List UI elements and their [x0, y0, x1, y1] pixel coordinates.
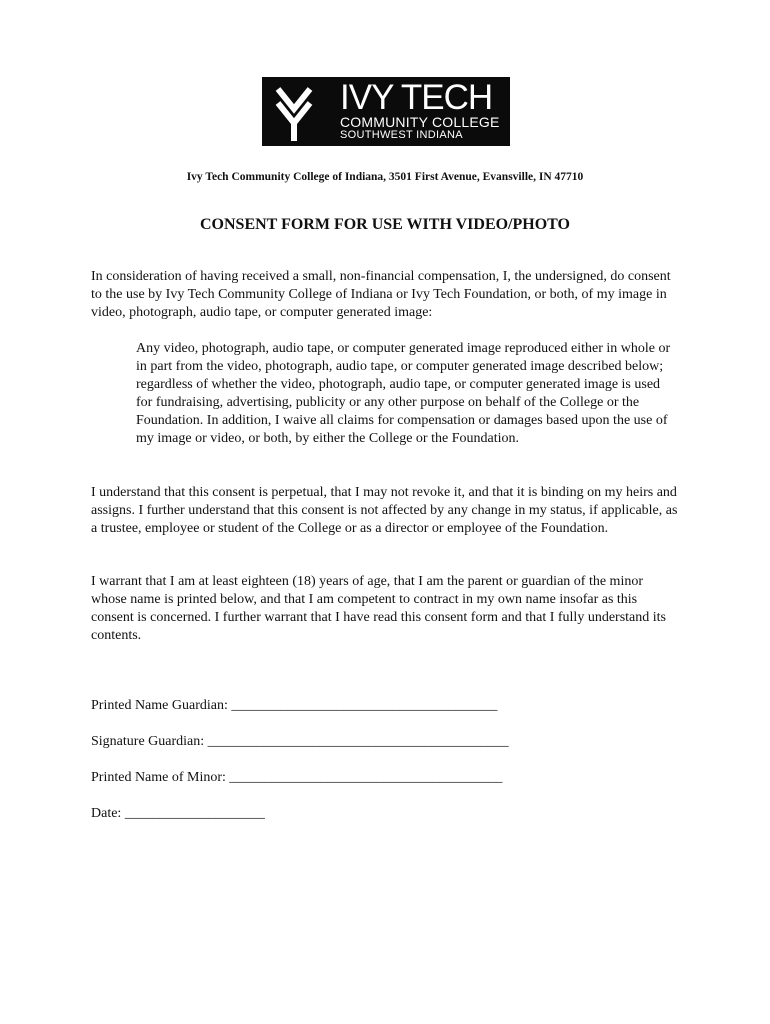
printed-name-guardian-field[interactable]: Printed Name Guardian: ______________________________________ [91, 698, 498, 713]
ivy-leaf-icon [274, 83, 314, 141]
signature-guardian-field[interactable]: Signature Guardian: ___________________________________________ [91, 734, 509, 749]
college-address: Ivy Tech Community College of Indiana, 3501 First Avenue, Evansville, IN 47710 [186, 171, 584, 183]
printed-name-minor-field[interactable]: Printed Name of Minor: _______________________________________ [91, 770, 503, 785]
form-title: CONSENT FORM FOR USE WITH VIDEO/PHOTO [200, 216, 570, 233]
ivy-tech-logo [262, 77, 510, 146]
date-field[interactable]: Date: ____________________ [91, 806, 265, 821]
paragraph-image-use: Any video, photograph, audio tape, or computer generated image reproduced either in whole or in part from the video, photograph, audio tape, or computer generated image described below; regardless of whether the video, photograph, audio tape, or computer generated image is used for fundraising, advertising, publicity or any other purpose on behalf of the College or the Foundation. In addition, I waive all claims for compensation or damages based upon the use of my image or video, or both, by either the College or the Foundation. [136, 341, 671, 446]
paragraph-warranty: I warrant that I am at least eighteen (18) years of age, that I am the parent or guardian of the minor whose name is printed below, and that I am competent to contract in my own name insofar as this consent is concerned. I further warrant that I have read this consent form and that I fully understand its contents. [91, 574, 666, 643]
paragraph-perpetual: I understand that this consent is perpetual, that I may not revoke it, and that it is binding on my heirs and assigns. I further understand that this consent is not affected by any change in my status, if applicable, as a trustee, employee or student of the College or as a director or employee of the Foundation. [91, 485, 678, 536]
logo-line-3: SOUTHWEST INDIANA [340, 129, 463, 141]
logo-line-2: COMMUNITY COLLEGE [340, 114, 500, 130]
paragraph-consideration: In consideration of having received a small, non-financial compensation, I, the undersigned, do consent to the use by Ivy Tech Community College of Indiana or Ivy Tech Foundation, or both, of my image in video, photograph, audio tape, or computer generated image: [91, 269, 671, 320]
logo-line-1: IVY TECH [340, 78, 493, 117]
